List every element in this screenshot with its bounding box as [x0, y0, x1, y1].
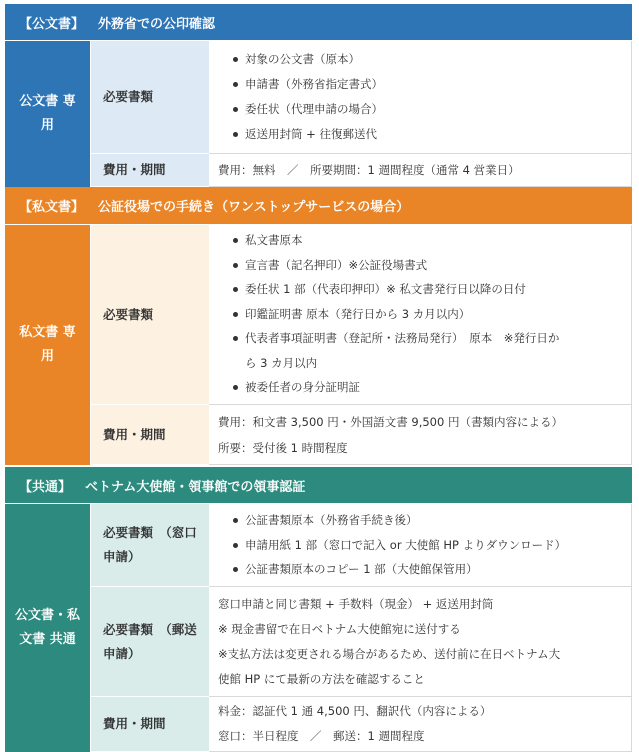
list-item: 申請書（外務省指定書式） — [218, 72, 631, 97]
list-item: 被委任者の身分証明証 — [218, 375, 631, 400]
section-private — [5, 187, 632, 465]
section-common — [5, 467, 632, 752]
fee-label: 費用・期間 — [91, 697, 209, 752]
mail-info: 窓口申請と同じ書類 + 手数料（現金） + 返送用封筒 ※ 現金書留で在日ベトナム大使館宛に送付する ※支払方法は変更される場合があるため、送付前に在日ベトナム大 使館 HP にて最新の方法を確認すること — [209, 587, 632, 697]
required-items — [209, 41, 632, 154]
list-item: 委任状 1 部（代表印押印）※ 私文書発行日以降の日付 — [218, 277, 631, 302]
list-item: 対象の公文書（原本） — [218, 47, 631, 72]
list-item: 公証書類原本（外務省手続き後） — [218, 508, 631, 533]
list-item: 私文書原本 — [218, 228, 631, 253]
fee-info: 料金：認証代 1 通 4,500 円、翻訳代（内容による） 窓口：半日程度 ／ 郵送：1 週間程度 — [209, 697, 632, 752]
header-title: ベトナム大使館・領事館での領事認証 — [85, 479, 306, 495]
section-header-public — [5, 4, 632, 40]
required-items — [209, 225, 632, 405]
fee-info: 費用：無料 ／ 所要期間：1 週間程度（通常 4 営業日） — [209, 154, 632, 187]
header-title: 公証役場での手続き（ワンストップサービスの場合） — [98, 200, 410, 215]
window-label: 必要書類 （窓口申請） — [91, 504, 209, 587]
fee-info: 費用：和文書 3,500 円・外国語文書 9,500 円（書類内容による） 所要：受付後 1 時間程度 — [209, 405, 632, 465]
row-label-private: 私文書 専用 — [5, 225, 91, 465]
section-header-private — [5, 187, 632, 224]
row-label-public: 公文書 専用 — [5, 41, 91, 187]
window-items — [209, 504, 632, 587]
header-tag: 【共通】 — [19, 479, 72, 495]
list-item: 公証書類原本のコピー 1 部（大使館保管用） — [218, 557, 631, 582]
header-tag: 【私文書】 — [19, 200, 85, 215]
list-item: 印鑑証明書 原本（発行日から 3 カ月以内） — [218, 302, 631, 327]
list-item: 宣言書（記名押印）※公証役場書式 — [218, 253, 631, 278]
section-public — [5, 4, 632, 187]
fee-label: 費用・期間 — [91, 405, 209, 465]
list-item: 代表者事項証明書（登記所・法務局発行） 原本 ※発行日か — [218, 326, 631, 351]
required-label: 必要書類 — [91, 41, 209, 154]
row-label-common: 公文書・私文書 共通 — [5, 504, 91, 752]
list-item: 申請用紙 1 部（窓口で記入 or 大使館 HP よりダウンロード） — [218, 533, 631, 558]
header-title: 外務省での公印確認 — [98, 16, 216, 32]
list-item: 返送用封筒 + 往復郵送代 — [218, 122, 631, 147]
list-item: 委任状（代理申請の場合） — [218, 97, 631, 122]
mail-label: 必要書類 （郵送申請） — [91, 587, 209, 697]
section-header-common — [5, 467, 632, 503]
required-label: 必要書類 — [91, 225, 209, 405]
fee-label: 費用・期間 — [91, 154, 209, 187]
list-item-continuation: ら 3 カ月以内 — [245, 355, 318, 370]
header-tag: 【公文書】 — [19, 16, 85, 32]
